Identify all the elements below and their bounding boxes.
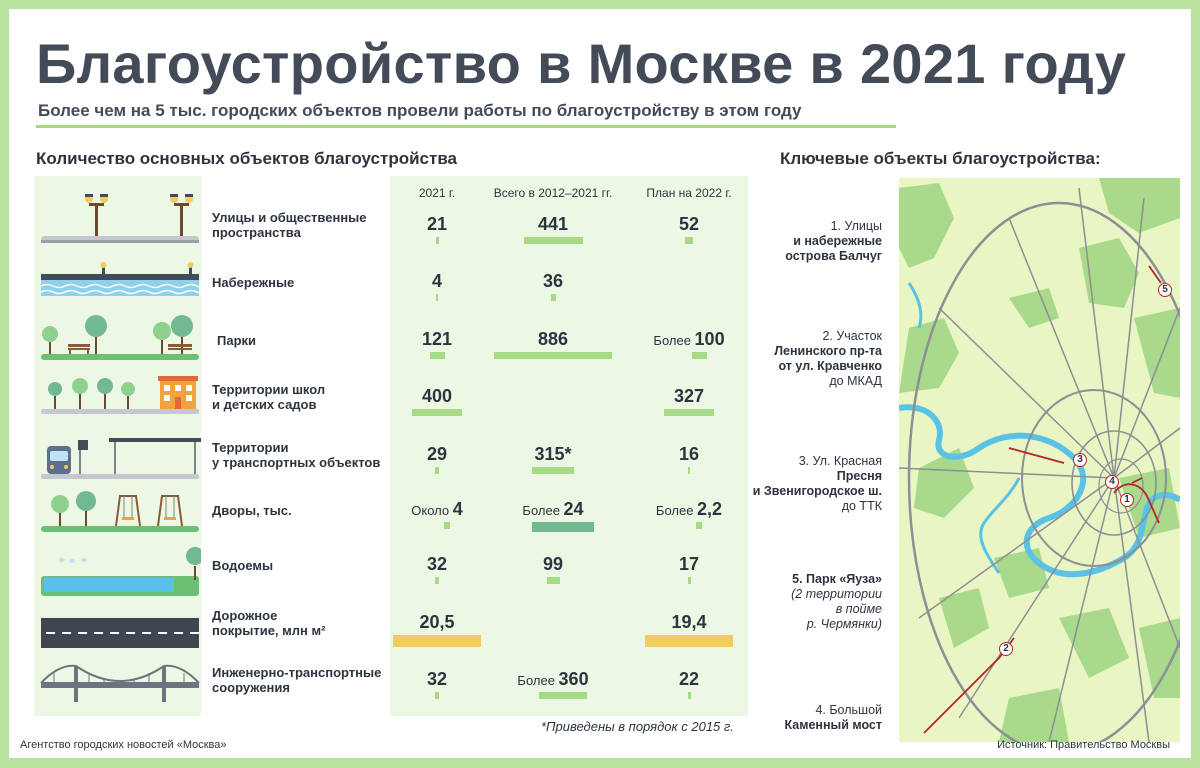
cell-number: 19,4 xyxy=(671,612,707,632)
map-graphic xyxy=(899,178,1180,742)
map-label-line: до ТТК xyxy=(841,499,882,513)
value-bar xyxy=(532,467,574,474)
cell-number: 21 xyxy=(426,214,448,234)
row-label-8: Инженерно-транспортные сооружения xyxy=(212,665,382,695)
cell-value xyxy=(614,214,764,235)
cell-number: 400 xyxy=(421,386,453,406)
cell-r6-c2 xyxy=(614,554,764,584)
map-label-0 xyxy=(785,219,882,264)
map-marker-3: 3 xyxy=(1073,453,1087,467)
value-bar xyxy=(393,635,481,647)
map-marker-2: 2 xyxy=(999,642,1013,656)
cell-r8-c2 xyxy=(614,669,764,699)
cell-number: 360 xyxy=(558,669,589,689)
cell-prefix: Около xyxy=(411,503,453,518)
map-label-line: и набережные xyxy=(793,234,882,248)
cell-number: 327 xyxy=(673,386,705,406)
value-bar xyxy=(436,294,438,301)
train-station-icon xyxy=(41,438,201,479)
cell-r3-c2 xyxy=(614,386,764,416)
icon-panel xyxy=(34,176,201,716)
map-marker-4: 4 xyxy=(1105,475,1119,489)
cell-prefix: Более xyxy=(517,673,559,688)
cell-r6-c1 xyxy=(478,554,628,584)
value-bar xyxy=(688,467,690,474)
cell-number: 24 xyxy=(563,499,584,519)
value-bar xyxy=(551,294,556,301)
value-bar xyxy=(435,467,439,474)
value-bar xyxy=(696,522,702,529)
map-label-2 xyxy=(753,454,882,514)
subtitle-underline xyxy=(36,125,896,128)
street-lamps-icon xyxy=(41,194,199,243)
cell-number: 4 xyxy=(452,499,463,519)
column-header-1: Всего в 2012–2021 гг. xyxy=(493,186,613,200)
cell-r5-c2 xyxy=(614,499,764,529)
cell-number: 886 xyxy=(537,329,569,349)
value-bar xyxy=(430,352,445,359)
cell-r5-c1 xyxy=(478,499,628,532)
cell-value xyxy=(614,329,764,350)
row-label-2: Парки xyxy=(217,333,257,348)
map-label-line: от ул. Кравченко xyxy=(778,359,882,373)
infographic-page xyxy=(9,9,1191,758)
map-label-line: острова Балчуг xyxy=(785,249,882,263)
cell-value xyxy=(614,554,764,575)
cell-value xyxy=(478,499,628,520)
road-icon xyxy=(41,618,199,648)
cell-number: 100 xyxy=(694,329,725,349)
value-bar xyxy=(412,409,462,416)
pond-icon xyxy=(41,547,201,596)
value-bar xyxy=(435,692,439,699)
row-label-6: Водоемы xyxy=(212,558,274,573)
cell-r7-c0 xyxy=(362,612,512,647)
cell-value xyxy=(478,554,628,575)
bridge-icon xyxy=(41,666,199,702)
value-bar xyxy=(435,577,439,584)
cell-value xyxy=(478,329,628,350)
column-header-2: План на 2022 г. xyxy=(646,186,732,200)
cell-r2-c2 xyxy=(614,329,764,359)
map-label-line: р. Чермянки) xyxy=(806,617,882,631)
cell-number: 121 xyxy=(421,329,453,349)
map-label-line: 3. Ул. Красная xyxy=(798,454,882,468)
cell-number: 29 xyxy=(426,444,448,464)
cell-r0-c1 xyxy=(478,214,628,244)
cell-number: 315* xyxy=(534,444,572,464)
value-bar xyxy=(645,635,733,647)
row-label-5: Дворы, тыс. xyxy=(212,503,292,518)
cell-r0-c2 xyxy=(614,214,764,244)
cell-number: 4 xyxy=(431,271,442,291)
cell-number: 36 xyxy=(542,271,564,291)
cell-value xyxy=(614,499,764,520)
cell-prefix: Более xyxy=(655,503,698,518)
page-subtitle: Более чем на 5 тыс. городских объектов провели работы по благоустройству в этом году xyxy=(38,101,802,120)
map-label-4 xyxy=(785,703,883,733)
map-marker-1: 1 xyxy=(1120,493,1134,507)
moscow-map xyxy=(899,178,1180,742)
value-bar xyxy=(664,409,714,416)
value-bar xyxy=(688,577,691,584)
map-label-line: 4. Большой xyxy=(815,703,882,717)
map-label-line: 1. Улицы xyxy=(830,219,882,233)
value-bar xyxy=(685,237,693,244)
cell-prefix: Более xyxy=(653,333,695,348)
map-label-line: и Звенигородское ш. xyxy=(752,484,882,498)
map-label-line: Каменный мост xyxy=(784,718,882,732)
value-bar xyxy=(494,352,612,359)
cell-number: 16 xyxy=(678,444,700,464)
map-label-line: 2. Участок xyxy=(822,329,882,343)
cell-r7-c2 xyxy=(614,612,764,647)
cell-value xyxy=(614,669,764,690)
value-bar xyxy=(436,237,439,244)
cell-number: 17 xyxy=(678,554,700,574)
value-bar xyxy=(532,522,594,532)
cell-number: 20,5 xyxy=(419,612,455,632)
map-label-line: Пресня xyxy=(836,469,882,483)
cell-value xyxy=(614,612,764,633)
cell-number: 2,2 xyxy=(697,499,723,519)
cell-number: 32 xyxy=(426,554,448,574)
cell-value xyxy=(362,386,512,407)
cell-r3-c0 xyxy=(362,386,512,416)
cell-value xyxy=(614,444,764,465)
cell-number: 32 xyxy=(426,669,448,689)
value-bar xyxy=(692,352,707,359)
cell-value xyxy=(478,214,628,235)
footnote: *Приведены в порядок с 2015 г. xyxy=(541,719,734,734)
cell-r4-c1 xyxy=(478,444,628,474)
right-section-heading: Ключевые объекты благоустройства: xyxy=(780,149,1101,168)
value-bar xyxy=(444,522,450,529)
value-bar xyxy=(524,237,583,244)
value-bar xyxy=(539,692,587,699)
cell-number: 441 xyxy=(537,214,569,234)
map-label-line: (2 территории xyxy=(791,587,882,601)
value-bar xyxy=(688,692,691,699)
cell-r2-c1 xyxy=(478,329,628,359)
cell-number: 52 xyxy=(678,214,700,234)
source-credit: Источник: Правительство Москвы xyxy=(997,739,1170,751)
playground-icon xyxy=(41,491,199,532)
map-label-1 xyxy=(774,329,882,389)
cell-r1-c1 xyxy=(478,271,628,301)
agency-credit: Агентство городских новостей «Москва» xyxy=(20,739,227,751)
cell-value xyxy=(478,271,628,292)
row-label-0: Улицы и общественные пространства xyxy=(212,210,367,240)
cell-value xyxy=(478,444,628,465)
cell-prefix: Более xyxy=(522,503,564,518)
cell-number: 22 xyxy=(678,669,700,689)
row-label-3: Территории школ и детских садов xyxy=(212,382,326,412)
map-label-line: до МКАД xyxy=(829,374,882,388)
map-label-line: в пойме xyxy=(835,602,882,616)
embankment-icon xyxy=(41,262,201,296)
row-icons xyxy=(34,176,201,716)
park-trees-icon xyxy=(41,315,199,360)
row-label-1: Набережные xyxy=(212,275,295,290)
map-label-line: 5. Парк «Яуза» xyxy=(792,572,882,586)
column-header-0: 2021 г. xyxy=(418,186,456,200)
left-section-heading: Количество основных объектов благоустройства xyxy=(36,149,457,168)
map-label-line: Ленинского пр-та xyxy=(774,344,882,358)
cell-r8-c1 xyxy=(478,669,628,699)
cell-value xyxy=(478,669,628,690)
cell-r4-c2 xyxy=(614,444,764,474)
map-marker-5: 5 xyxy=(1158,283,1172,297)
cell-value xyxy=(614,386,764,407)
school-icon xyxy=(41,376,199,414)
value-bar xyxy=(547,577,560,584)
map-label-3 xyxy=(791,572,882,632)
row-label-4: Территории у транспортных объектов xyxy=(212,440,381,470)
cell-value xyxy=(362,612,512,633)
page-title: Благоустройство в Москве в 2021 году xyxy=(36,32,1127,95)
row-label-7: Дорожное покрытие, млн м² xyxy=(212,608,326,638)
cell-number: 99 xyxy=(542,554,564,574)
